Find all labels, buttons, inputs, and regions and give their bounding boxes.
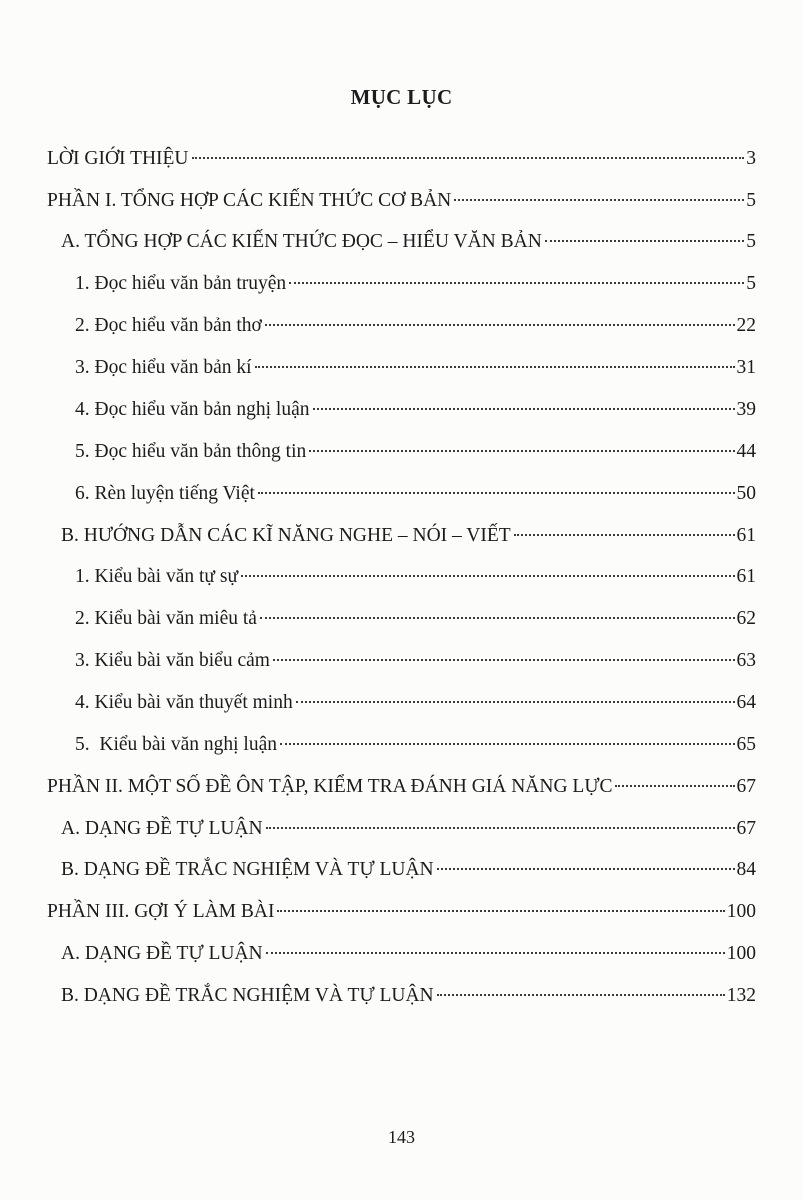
toc-entry-page: 39 [736,399,756,420]
toc-entry-page: 31 [736,357,756,378]
dot-leader [296,701,735,703]
toc-entry-part-1-a-2 [75,314,756,338]
toc-entry-part-2 [47,775,756,799]
dot-leader [454,199,744,201]
toc-entry-part-1-b-2 [75,607,756,631]
dot-leader [241,575,734,577]
toc-entry-text: PHẦN III. GỢI Ý LÀM BÀI [47,901,275,922]
dot-leader [437,994,725,996]
toc-entry-page: 84 [736,859,756,880]
toc-entry-part-1-b-5 [75,733,756,757]
dot-leader [615,785,734,787]
toc-entry-page: 100 [726,901,756,922]
toc-entry-intro [47,147,756,171]
toc-entry-page: 3 [746,148,756,169]
dot-leader [266,827,735,829]
toc-entry-text: 6. Rèn luyện tiếng Việt [75,483,255,504]
toc-entry-part-1-a-6 [75,482,756,506]
toc-entry-part-1-a-4 [75,398,756,422]
dot-leader [289,282,744,284]
toc-entry-text: 2. Đọc hiểu văn bản thơ [75,315,262,336]
toc-entry-page: 67 [736,776,756,797]
toc-entry-page: 67 [736,818,756,839]
toc-entry-part-3 [47,900,756,924]
toc-entry-text: 4. Đọc hiểu văn bản nghị luận [75,399,310,420]
toc-entry-part-1-a [61,230,756,254]
toc-entry-page: 61 [736,525,756,546]
toc-entry-part-1 [47,189,756,213]
toc-entry-part-1-a-1 [75,272,756,296]
toc-entry-part-2-b [61,858,756,882]
toc-entry-text: B. HƯỚNG DẪN CÁC KĨ NĂNG NGHE – NÓI – VIẾT [61,525,511,546]
toc-entry-part-2-a [61,817,756,841]
toc-entry-text: PHẦN I. TỔNG HỢP CÁC KIẾN THỨC CƠ BẢN [47,190,452,211]
toc-entry-text: 3. Đọc hiểu văn bản kí [75,357,252,378]
toc-entry-part-1-b [61,524,756,548]
dot-leader [258,492,735,494]
toc-entry-text: 1. Kiểu bài văn tự sự [75,566,239,587]
toc-entry-text: 4. Kiểu bài văn thuyết minh [75,692,293,713]
dot-leader [514,534,735,536]
toc-entry-page: 22 [736,315,756,336]
dot-leader [309,450,734,452]
dot-leader [255,366,735,368]
toc-entry-part-1-a-5 [75,440,756,464]
toc-title: MỤC LỤC [350,85,453,109]
toc-entry-page: 132 [726,985,756,1006]
toc-entry-text: B. DẠNG ĐỀ TRẮC NGHIỆM VÀ TỰ LUẬN [61,985,434,1006]
toc-entry-page: 61 [736,566,756,587]
toc-entry-text: A. DẠNG ĐỀ TỰ LUẬN [61,818,263,839]
toc-entry-text: 5. Kiểu bài văn nghị luận [75,734,277,755]
toc-entry-page: 100 [726,943,756,964]
toc-entry-part-1-b-1 [75,565,756,589]
toc-entry-page: 5 [746,273,756,294]
toc-entry-part-1-b-4 [75,691,756,715]
dot-leader [260,617,735,619]
toc-entry-page: 65 [736,734,756,755]
toc-entry-part-1-b-3 [75,649,756,673]
toc-entry-text: 5. Đọc hiểu văn bản thông tin [75,441,307,462]
dot-leader [280,743,735,745]
toc-entry-text: A. TỔNG HỢP CÁC KIẾN THỨC ĐỌC – HIỂU VĂN BẢN [61,231,542,252]
dot-leader [545,240,744,242]
toc-entry-text: PHẦN II. MỘT SỐ ĐỀ ÔN TẬP, KIỂM TRA ĐÁNH GIÁ NĂNG LỰC [47,776,613,797]
toc-entry-part-1-a-3 [75,356,756,380]
toc-entry-text: A. DẠNG ĐỀ TỰ LUẬN [61,943,263,964]
dot-leader [192,157,745,159]
toc-entry-page: 5 [746,231,756,252]
dot-leader [313,408,735,410]
dot-leader [437,868,735,870]
toc-entry-text: 3. Kiểu bài văn biểu cảm [75,650,270,671]
toc-entry-page: 50 [736,483,756,504]
dot-leader [265,324,735,326]
dot-leader [273,659,735,661]
page-number: 143 [388,1127,415,1147]
toc-entry-part-3-b [61,984,756,1008]
toc-entry-text: 1. Đọc hiểu văn bản truyện [75,273,287,294]
toc-entry-text: 2. Kiểu bài văn miêu tả [75,608,257,629]
toc-entry-page: 5 [746,190,756,211]
toc-entry-text: LỜI GIỚI THIỆU [47,148,189,169]
toc-entry-page: 63 [736,650,756,671]
toc-entry-part-3-a [61,942,756,966]
toc-entry-text: B. DẠNG ĐỀ TRẮC NGHIỆM VÀ TỰ LUẬN [61,859,434,880]
dot-leader [277,910,724,912]
dot-leader [266,952,725,954]
toc-entry-page: 64 [736,692,756,713]
toc-entry-page: 44 [736,441,756,462]
toc-entry-page: 62 [736,608,756,629]
